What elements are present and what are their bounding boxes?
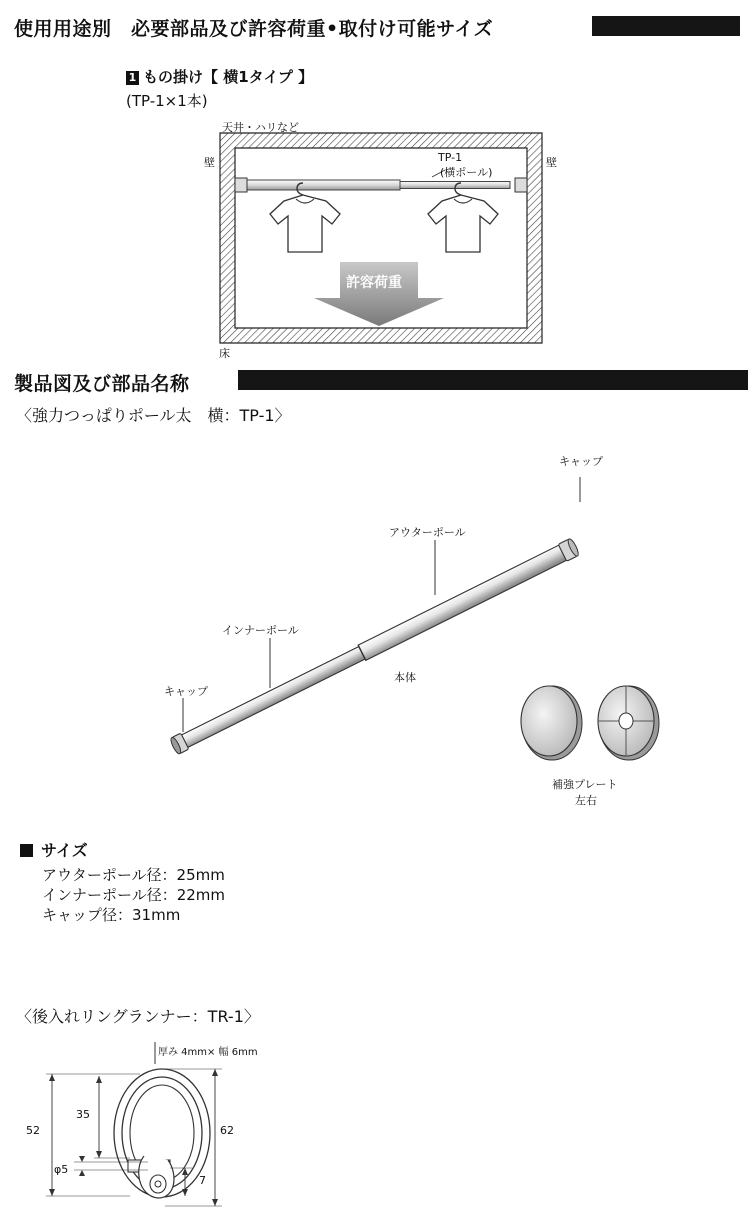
dim-phi5: φ5: [54, 1163, 69, 1176]
spec-cap: キャップ径：31mm: [42, 906, 181, 924]
load-label: 許容荷重: [346, 275, 402, 291]
plate-right-illustration: [598, 686, 659, 760]
plate-side-label: 左右: [575, 794, 597, 807]
product-subtitle: 〈強力つっぱりポール太 横：TP-1〉: [16, 406, 291, 425]
item-title: もの掛け【 横1タイプ 】: [143, 68, 314, 86]
floor-label: 床: [219, 347, 230, 360]
size-heading: サイズ: [41, 841, 88, 860]
cap-left-label: キャップ: [164, 685, 208, 698]
product-diagram: [0, 440, 750, 800]
dim-52: 52: [26, 1124, 40, 1137]
square-bullet-icon: [20, 844, 33, 857]
outer-pole-diagram: [235, 180, 400, 190]
usage-heading: 使用用途別 必要部品及び許容荷重•取付け可能サイズ: [14, 18, 494, 40]
item-parts: (TP-1×1本): [126, 92, 208, 110]
shirt-icon-right: [428, 183, 498, 252]
runner-subtitle: 〈後入れリングランナー：TR-1〉: [16, 1007, 260, 1026]
size-heading-row: [20, 838, 88, 861]
cap-top-label: キャップ: [559, 455, 603, 468]
spec-inner-pole: インナーポール径：22mm: [42, 886, 226, 904]
plate-label: 補強プレート: [552, 778, 618, 791]
runner-diagram: [0, 1036, 750, 1227]
pole-body-illustration: [169, 538, 580, 756]
size-specs: [42, 865, 225, 925]
wall-right-label: 壁: [546, 156, 557, 169]
pole-cap-right: [515, 178, 527, 192]
pole-cap-left: [235, 178, 247, 192]
wall-left-label: 壁: [204, 156, 215, 169]
dim-7: 7: [199, 1174, 206, 1187]
usage-diagram: [0, 0, 750, 370]
pole-code-label: TP-1: [438, 151, 463, 164]
shirt-icon-left: [270, 183, 340, 252]
item-number-badge: 1: [126, 71, 139, 85]
outer-pole-label: アウターポール: [389, 526, 466, 539]
ring-runner-illustration: [114, 1069, 210, 1198]
ceiling-label: 天井・ハリなど: [222, 121, 299, 134]
body-label: 本体: [394, 671, 416, 684]
dim-35: 35: [76, 1108, 90, 1121]
product-heading: 製品図及び部品名称: [14, 373, 190, 395]
inner-pole-label: インナーポール: [222, 624, 299, 637]
pole-desc-label: (横ポール): [440, 166, 493, 179]
heading-bar: [238, 370, 748, 390]
dim-62: 62: [220, 1124, 234, 1137]
runner-thickness-note: 厚み 4mm× 幅 6mm: [158, 1047, 258, 1058]
plate-left-illustration: [521, 686, 582, 760]
spec-outer-pole: アウターポール径：25mm: [42, 866, 225, 884]
